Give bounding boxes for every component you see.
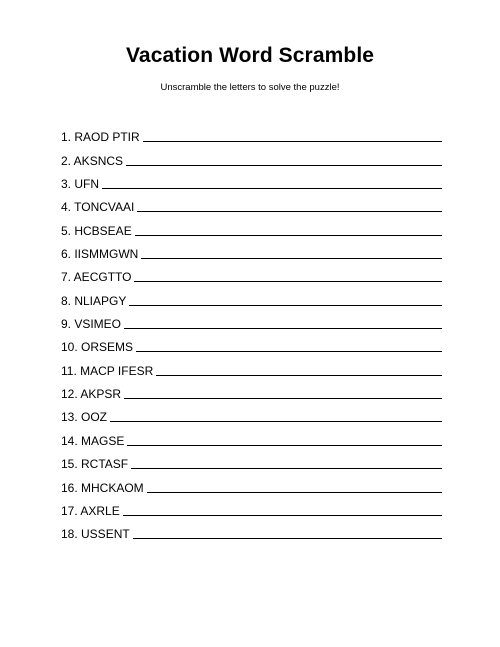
instructions: Unscramble the letters to solve the puzzle! bbox=[160, 82, 340, 93]
scrambled-word: 9. VSIMEO bbox=[61, 317, 122, 332]
scramble-item bbox=[61, 354, 442, 377]
scrambled-word: 11. MACP IFESR bbox=[61, 363, 154, 378]
scramble-item bbox=[61, 518, 442, 541]
scramble-item bbox=[61, 284, 442, 307]
scrambled-word: 7. AECGTTO bbox=[61, 270, 132, 285]
answer-line bbox=[133, 538, 442, 539]
scrambled-word: 5. HCBSEAE bbox=[61, 223, 132, 238]
scramble-item bbox=[61, 214, 442, 237]
scramble-item bbox=[61, 238, 442, 261]
answer-line bbox=[156, 375, 442, 376]
answer-line bbox=[102, 188, 442, 189]
answer-line bbox=[137, 211, 442, 212]
answer-line bbox=[141, 258, 442, 259]
scrambled-word: 15. RCTASF bbox=[61, 457, 129, 472]
answer-line bbox=[134, 281, 442, 282]
scrambled-word: 14. MAGSE bbox=[61, 433, 125, 448]
scramble-item bbox=[61, 331, 442, 354]
answer-line bbox=[147, 492, 442, 493]
scrambled-word: 13. OOZ bbox=[61, 410, 108, 425]
scrambled-word: 10. ORSEMS bbox=[61, 340, 134, 355]
scrambled-word: 2. AKSNCS bbox=[61, 153, 124, 168]
scramble-list bbox=[61, 121, 442, 541]
answer-line bbox=[124, 398, 442, 399]
answer-line bbox=[131, 468, 442, 469]
scrambled-word: 6. IISMMGWN bbox=[61, 247, 139, 262]
scramble-item bbox=[61, 144, 442, 167]
answer-line bbox=[126, 165, 442, 166]
answer-line bbox=[123, 515, 442, 516]
scramble-item bbox=[61, 308, 442, 331]
answer-line bbox=[135, 235, 442, 236]
scrambled-word: 1. RAOD PTIR bbox=[61, 130, 140, 145]
scrambled-word: 4. TONCVAAI bbox=[61, 200, 135, 215]
scramble-item bbox=[61, 191, 442, 214]
scramble-item bbox=[61, 448, 442, 471]
scramble-item bbox=[61, 424, 442, 447]
scrambled-word: 3. UFN bbox=[61, 177, 100, 192]
scramble-item bbox=[61, 495, 442, 518]
scramble-item bbox=[61, 168, 442, 191]
answer-line bbox=[124, 328, 442, 329]
scrambled-word: 12. AKPSR bbox=[61, 387, 122, 402]
scramble-item bbox=[61, 261, 442, 284]
scrambled-word: 17. AXRLE bbox=[61, 503, 120, 518]
scrambled-word: 16. MHCKAOM bbox=[61, 480, 144, 495]
scramble-item bbox=[61, 378, 442, 401]
scrambled-word: 18. USSENT bbox=[61, 527, 130, 542]
answer-line bbox=[110, 421, 442, 422]
scramble-item bbox=[61, 401, 442, 424]
answer-line bbox=[129, 305, 442, 306]
answer-line bbox=[127, 445, 442, 446]
page-title: Vacation Word Scramble bbox=[125, 44, 375, 67]
scramble-item bbox=[61, 121, 442, 144]
answer-line bbox=[136, 351, 442, 352]
scrambled-word: 8. NLIAPGY bbox=[61, 293, 127, 308]
answer-line bbox=[143, 141, 442, 142]
scramble-item bbox=[61, 471, 442, 494]
